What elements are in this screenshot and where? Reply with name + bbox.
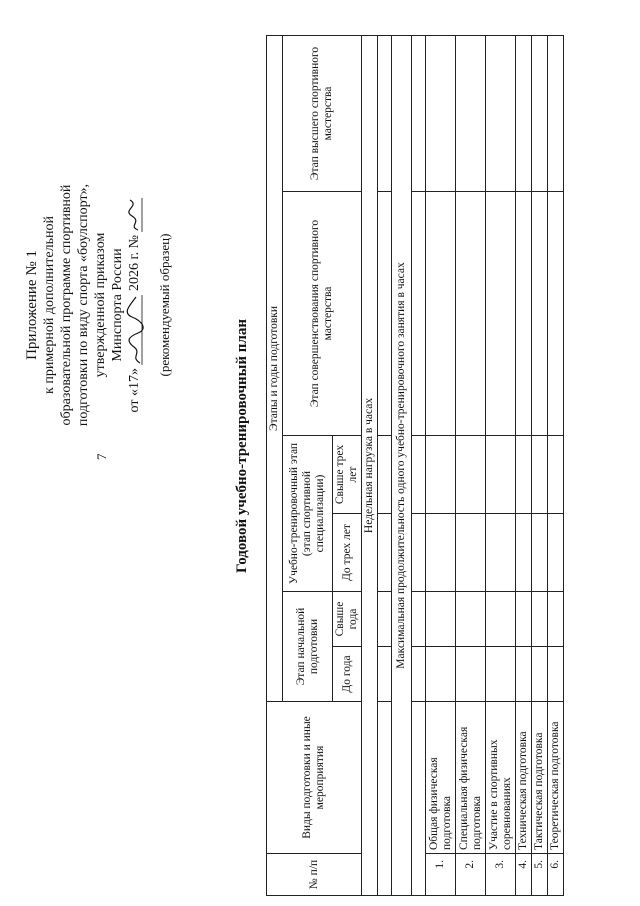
header-number: № п/п [267,854,362,896]
header-stage-training: Учебно-тренировочный этап (этап спортивной специализации) [283,436,333,592]
appendix-title: Приложение № 1 [24,250,40,360]
appendix-date-line: от «17» 2026 г. № [126,140,144,470]
empty-cell [412,592,426,647]
appendix-block [24,140,173,470]
header-sub-training-1: До трех лет [333,514,362,592]
recommended-sample-note: (рекомендуемый образец) [157,233,172,377]
empty-cell [378,647,392,702]
page-number: 7 [94,453,109,460]
table-row: 5. Тактическая подготовка [532,35,548,895]
empty-cell [412,702,426,896]
empty-cell [412,647,426,702]
document-title: Годовой учебно-тренировочный план [234,319,250,573]
max-duration-row: Максимальная продолжительность одного учебно-тренировочного занятия в часах [392,35,412,895]
appendix-line: Минспорта России [110,248,125,362]
empty-cell [412,35,426,191]
table-row: 3. Участие в спортивных соревнованиях [486,35,516,895]
table-row: 2. Специальная физическая подготовка [456,35,486,895]
header-sub-training-2: Свыше трех лет [333,436,362,514]
appendix-line: образовательной программе спортивной [59,184,74,426]
empty-cell [412,192,426,436]
empty-cell [412,514,426,592]
table-row: 4. Техническая подготовка [516,35,532,895]
appendix-line: утвержденной приказом [93,232,108,378]
header-sub-initial-1: До года [333,647,362,702]
table-row: 6. Теоретическая подготовка [548,35,564,895]
header-kind: Виды подготовки и иные мероприятия [267,702,362,854]
empty-cell [378,35,392,191]
training-plan-table [266,35,564,896]
empty-cell [412,436,426,514]
empty-cell [378,436,392,514]
weekly-load-row: Недельная нагрузка в часах [362,35,378,895]
table-row: 1. Общая физическая подготовка [426,35,456,895]
appendix-line: подготовки по виду спорта «боулспорт», [76,183,91,427]
empty-cell [378,514,392,592]
header-stages: Этапы и годы подготовки [267,35,283,701]
header-stage-improvement: Этап совершенствования спортивного мастерства [283,192,362,436]
empty-cell [378,192,392,436]
header-sub-initial-2: Свыше года [333,592,362,647]
header-stage-initial: Этап начальной подготовки [283,592,333,702]
handwritten-day: 17 [127,375,143,390]
appendix-line: к примерной дополнительной [42,216,57,394]
handwritten-number-signature [126,198,144,232]
empty-cell [378,702,392,896]
header-stage-highest: Этап высшего спортивного мастерства [283,35,362,191]
empty-cell [378,592,392,647]
handwritten-month-signature [126,295,144,365]
